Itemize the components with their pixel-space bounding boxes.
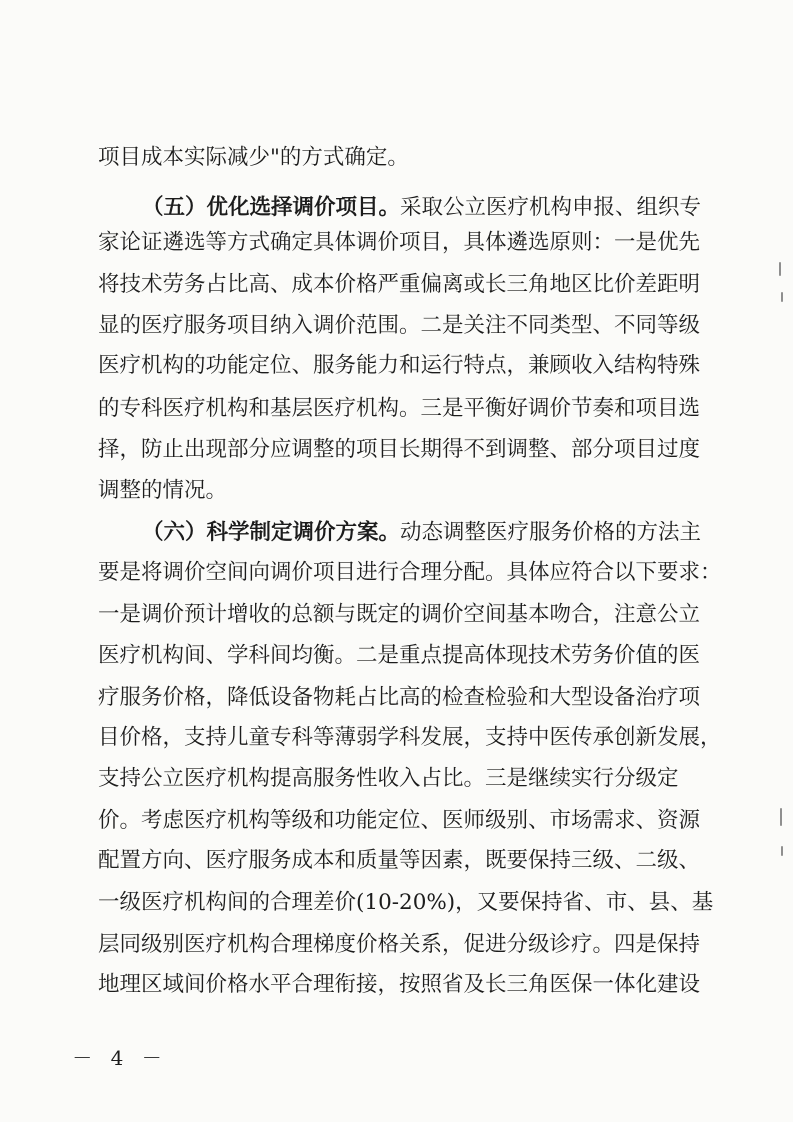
body-line-5: 显的医疗服务项目纳入调价范围。二是关注不同类型、不同等级 — [98, 313, 701, 338]
body-line-20: 层同级别医疗机构合理梯度价格关系，促进分级诊疗。四是保持 — [98, 932, 701, 957]
body-line-19: 一级医疗机构间的合理差价(10-20%)，又要保持省、市、县、基 — [98, 890, 714, 915]
body-line-17: 价。考虑医疗机构等级和功能定位、医师级别、市场需求、资源 — [98, 808, 701, 833]
scan-mark — [779, 262, 781, 276]
body-line-7: 的专科医疗机构和基层医疗机构。三是平衡好调价节奏和项目选 — [98, 396, 701, 421]
body-line-21: 地理区域间价格水平合理衔接，按照省及长三角医保一体化建设 — [98, 972, 701, 997]
body-line-16: 支持公立医疗机构提高服务性收入占比。三是继续实行分级定 — [98, 766, 679, 791]
body-line-9: 调整的情况。 — [98, 478, 228, 503]
section-5-text: 采取公立医疗机构申报、组织专 — [400, 195, 702, 220]
section-5-heading: （五）优化选择调价项目。 — [142, 195, 401, 220]
body-line-13: 医疗机构间、学科间均衡。二是重点提高体现技术劳务价值的医 — [98, 643, 701, 668]
body-line-1: 项目成本实际减少"的方式确定。 — [98, 145, 409, 170]
scan-mark — [780, 808, 782, 826]
body-line-18: 配置方向、医疗服务成本和质量等因素，既要保持三级、二级、 — [98, 848, 701, 873]
body-line-3: 家论证遴选等方式确定具体调价项目，具体遴选原则：一是优先 — [98, 230, 701, 255]
section-6-text: 动态调整医疗服务价格的方法主 — [400, 520, 702, 545]
section-6-first-line — [142, 518, 702, 548]
body-line-8: 择，防止出现部分应调整的项目长期得不到调整、部分项目过度 — [98, 437, 701, 462]
page-number: － 4 － — [72, 1046, 168, 1070]
section-6-heading: （六）科学制定调价方案。 — [142, 520, 401, 545]
scan-mark — [781, 846, 783, 856]
body-line-11: 要是将调价空间向调价项目进行合理分配。具体应符合以下要求： — [98, 560, 722, 585]
section-5-first-line — [142, 193, 702, 223]
scan-mark — [781, 292, 783, 302]
body-line-14: 疗服务价格，降低设备物耗占比高的检查检验和大型设备治疗项 — [98, 685, 701, 710]
body-line-15: 目价格，支持儿童专科等薄弱学科发展，支持中医传承创新发展， — [98, 725, 722, 750]
body-line-4: 将技术劳务占比高、成本价格严重偏离或长三角地区比价差距明 — [98, 272, 701, 297]
body-line-12: 一是调价预计增收的总额与既定的调价空间基本吻合，注意公立 — [98, 602, 701, 627]
body-line-6: 医疗机构的功能定位、服务能力和运行特点，兼顾收入结构特殊 — [98, 353, 701, 378]
